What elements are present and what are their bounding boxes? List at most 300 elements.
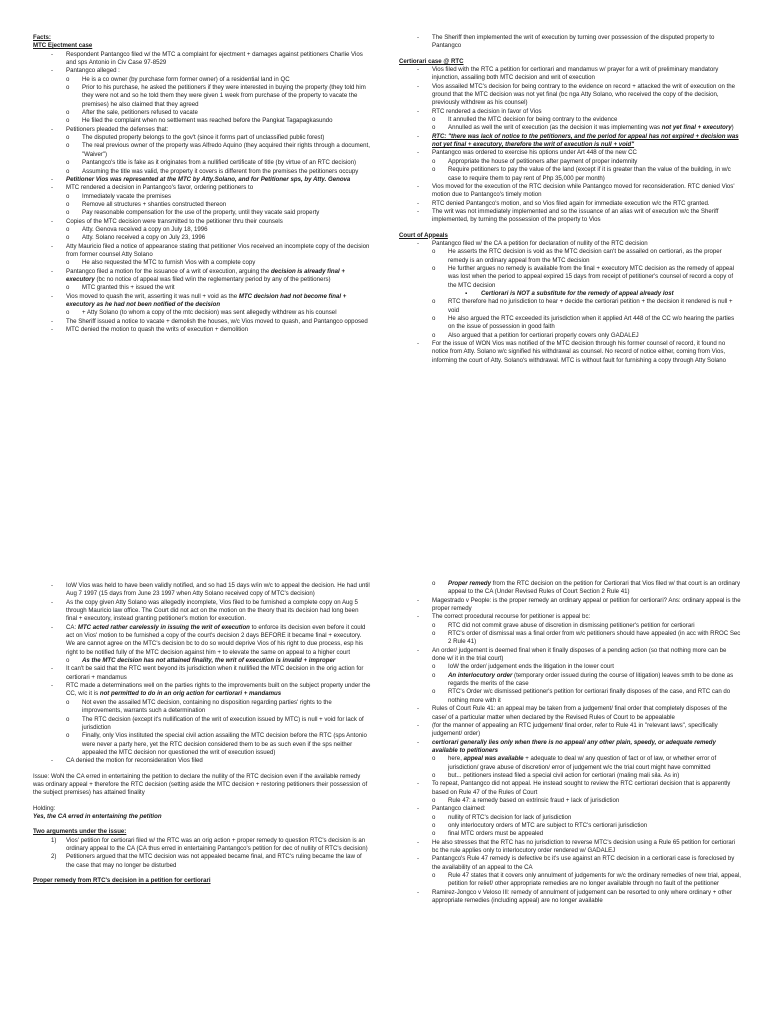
- dash-bullet: -: [51, 326, 54, 334]
- section-heading: MTC Ejectment case: [33, 42, 93, 50]
- bullet-text: Rules of Court Rule 41: an appeal may be taken from a judgement/ final order that completely disposes of the case/ of a particular matter when declared by the Revised Rules of Court to be appealable: [432, 705, 728, 721]
- dash-bullet: -: [51, 665, 54, 673]
- circle-bullet-icon: o: [432, 124, 436, 132]
- bullet-item: [399, 755, 741, 772]
- bullet-text: Pantangco claimed:: [432, 805, 486, 813]
- bullet-item: [399, 780, 741, 797]
- holding-text: Yes, the CA erred in entertaining the petition: [33, 812, 162, 820]
- bullet-item: [399, 290, 741, 298]
- circle-bullet-icon: o: [432, 331, 436, 339]
- spacer: [33, 821, 371, 828]
- indent: [33, 142, 66, 159]
- bullet-item: [399, 332, 741, 340]
- bullet-item: [33, 84, 371, 109]
- spacer: [33, 870, 371, 877]
- dash-bullet: -: [51, 582, 54, 589]
- dash-bullet: -: [417, 596, 420, 604]
- bullet-item: [33, 682, 371, 699]
- bullet-item: [33, 657, 371, 665]
- bullet-item: [33, 76, 371, 84]
- indent: [399, 814, 432, 822]
- bullet-text: Petitioner Vios was represented at the MTC by Atty.Solano, and for Petitioner sps, by Atty. Genova: [66, 175, 351, 183]
- circle-bullet-icon: o: [66, 657, 70, 665]
- bullet-text: RTC rendered a decision in favor of Vios: [432, 107, 542, 115]
- text-run: Pantangco filed a motion for the issuance of a writ of execution, arguing the: [66, 267, 271, 275]
- circle-bullet-icon: o: [66, 732, 70, 740]
- indent: [33, 159, 66, 167]
- circle-bullet-icon: o: [432, 671, 436, 679]
- bullet-text: RTC denied Pantangco's motion, and so Vios filed again for immediate execution w/c the RTC granted.: [432, 199, 710, 207]
- bullet-text: IoW the order/ judgement ends the litigation in the lower court: [448, 663, 614, 671]
- bullet-text: Immediately vacate the premises: [82, 192, 172, 200]
- page-column-top-left: [33, 34, 371, 529]
- circle-bullet-icon: o: [66, 84, 70, 92]
- bullet-item: [33, 757, 371, 765]
- circle-bullet-icon: o: [432, 813, 436, 821]
- bullet-text: He also requested the MTC to furnish Vios with a complete copy: [82, 259, 256, 267]
- bullet-text: He further argues no remedy is available from the final + executory MTC decision as the remedy of appeal was lost when the period to appeal expired 15 days from receipt of petitioner's counsel of record a copy of the MTC decision: [448, 264, 735, 289]
- bullet-text: but... petitioners instead filed a special civil action for certiorari (maling mali sila. As in): [448, 771, 680, 779]
- bullet-text: Appropriate the house of petitioners after payment of proper indemnity: [448, 157, 638, 165]
- bullet-item: [399, 166, 741, 183]
- spacer: [33, 766, 371, 773]
- bullet-item: [33, 284, 371, 292]
- bullet-item: [399, 83, 741, 108]
- bullet-text: He also stresses that the RTC has no jurisdiction to reverse MTC's decision using a Rule 65 petition for certiorari bc the rule applies only to interlocutory order rendered w/ GADALEJ: [432, 838, 736, 854]
- bullet-item: [33, 51, 371, 68]
- dash-bullet: -: [417, 613, 420, 621]
- circle-bullet-icon: o: [66, 167, 70, 175]
- bullet-item: [33, 209, 371, 217]
- bullet-text: RTC did not commit grave abuse of discretion in dismissing petitioner's petition for certiorari: [448, 621, 695, 629]
- bullet-item: [399, 208, 741, 225]
- indent: [399, 688, 432, 705]
- bullet-text: Copies of the MTC decision were transmitted to the petitioner thru their counsels: [66, 217, 283, 225]
- bullet-text: Vios assailed MTC's decision for being contrary to the evidence on record + attacked the writ of execution on the ground that the MTC decision was not yet final (bc nga Atty Solano, who received the copy of the decision, previously withdrew as his counsel): [432, 82, 736, 107]
- indent: [33, 193, 66, 201]
- bullet-item: [399, 814, 741, 822]
- bullet-item: [33, 599, 371, 624]
- bullet-text: [448, 672, 741, 689]
- indent: [399, 315, 432, 332]
- circle-bullet-icon: o: [432, 796, 436, 804]
- bullet-item: [399, 34, 741, 51]
- bullet-item: [399, 855, 741, 872]
- text-run: from the RTC decision on the petition for Certiorari that Vios filed w/ that court is an ordinary appeal to the CA (Under Revised Rules of Court Section 2 Rule 41): [448, 580, 741, 596]
- text-run: CA:: [66, 623, 78, 631]
- indent: [33, 226, 66, 234]
- bullet-text: Vios moved for the execution of the RTC decision while Pantangco moved for reconsideration. RTC denied Vios' motion due to Pantangco's timely motion: [432, 182, 735, 199]
- bullet-text: [66, 624, 371, 657]
- bullet-item: [33, 665, 371, 682]
- dash-bullet: -: [51, 757, 54, 765]
- bullet-item: [399, 705, 741, 722]
- bullet-item: [399, 200, 741, 208]
- bullet-text: Pay reasonable compensation for the use of the property, until they vacate said property: [82, 209, 320, 217]
- indent: [33, 201, 66, 209]
- bullet-text: Pantangco was ordered to exercise his options under Art 448 of the new CC: [432, 149, 637, 157]
- bullet-text: Prior to his purchase, he asked the petitioners if they were interested in buying the property (they told him they were not and so he told them they were given 1 week from purchase of the property to vacate the premises) he also claimed that they agreed: [82, 84, 366, 108]
- section-heading: Court of Appeals: [399, 231, 448, 239]
- bullet-item: [399, 830, 741, 838]
- bullet-item: [399, 630, 741, 647]
- indent: [399, 298, 432, 315]
- dash-bullet: -: [417, 705, 420, 713]
- circle-bullet-icon: o: [432, 166, 436, 174]
- indent: [399, 622, 432, 630]
- section-heading: Two arguments under the issue:: [33, 828, 127, 836]
- bullet-text: Assuming the title was valid, the property it covers is different from the premises the petitioners occupy: [82, 167, 359, 175]
- bullet-item: [33, 243, 371, 260]
- bullet-text: He is a co owner (by purchase form former owner) of a residential land in QC: [82, 75, 290, 83]
- emphasis-text: MTC acted rather carelessly in issuing the writ of execution: [77, 623, 250, 631]
- bullet-text: Pantangco filed w/ the CA a petition for declaration of nullity of the RTC decision: [432, 239, 648, 247]
- indent: [399, 158, 432, 166]
- bullet-item: [399, 133, 741, 150]
- circle-bullet-icon: o: [66, 715, 70, 723]
- dash-bullet: -: [417, 66, 420, 74]
- bullet-text: Remove all structures + shanties constructed thereon: [82, 200, 227, 208]
- bullet-item: [399, 672, 741, 689]
- bullet-text: Magestrado v People: is the proper remedy an ordinary appeal or petition for certiorari? Ans: ordinary appeal is the proper remedy: [432, 596, 741, 613]
- bullet-text: It annulled the MTC decision for being contrary to the evidence: [448, 116, 618, 124]
- circle-bullet-icon: o: [66, 200, 70, 208]
- bullet-text: nullity of RTC's decision for lack of jurisdiction: [448, 813, 572, 821]
- bullet-item: [399, 116, 741, 124]
- bullet-item: [399, 647, 741, 664]
- bullet-text: The Sheriff then implemented the writ of execution by turning over possession of the disputed property to Pantangco: [432, 34, 715, 50]
- bullet-item: [399, 872, 741, 889]
- bullet-item: [399, 772, 741, 780]
- indent: [399, 332, 432, 340]
- spacer: [399, 51, 741, 58]
- indent: [33, 657, 66, 665]
- dash-bullet: -: [51, 175, 54, 183]
- indent: [399, 663, 432, 671]
- bullet-item: [399, 149, 741, 157]
- bullet-text: As the MTC decision has not attained finality, the writ of execution is invalid + improper: [82, 657, 336, 665]
- emphasis-text: appeal was available: [463, 755, 524, 763]
- page-column-bottom-left: [33, 582, 371, 1024]
- bullet-item: [33, 268, 371, 285]
- bullet-text: The disputed property belongs to the gov't (since it forms part of unclassified public forest): [82, 134, 325, 142]
- bullet-item: [399, 613, 741, 621]
- dash-bullet: -: [51, 67, 54, 75]
- bullet-item: [399, 663, 741, 671]
- section-heading: Certiorari case @ RTC: [399, 57, 464, 65]
- emphasis-text: MTC decision had not become final + executory as he had not been notified of the decision: [66, 292, 347, 308]
- bullet-item: [33, 142, 371, 159]
- text-run: (bc no notice of appeal was filed w/in the reglementary period by any of the petitioners): [94, 275, 331, 283]
- circle-bullet-icon: o: [432, 688, 436, 696]
- dash-bullet: -: [417, 340, 420, 348]
- bullet-item: [399, 66, 741, 83]
- bullet-text: Rule 47 states that it covers only annulment of judgements for w/c the ordinary remedies of new trial, appeal, petition for relief/ other appropriate remedies are no longer available through no fault of the petitioner: [448, 872, 741, 888]
- circle-bullet-icon: o: [432, 264, 436, 272]
- bullet-item: [33, 293, 371, 310]
- bullet-text: Certiorari is NOT a substitute for the remedy of appeal already lost: [481, 289, 674, 297]
- bullet-text: It can't be said that the RTC went beyond its jurisdiction when it nullified the MTC decision in the orig action for certiorari + mandamus: [66, 665, 364, 681]
- bullet-item: [399, 108, 741, 116]
- dash-bullet: -: [51, 242, 54, 250]
- paragraph: Holding:: [33, 804, 56, 812]
- bullet-item: [33, 201, 371, 209]
- paragraph: Issue: WoN the CA erred in entertaining the petition to declare the nullity of the RTC decision even if the available remedy was ordinary appeal + therefore the RTC decision (setting aside the MTC decision + restoring petitioners their possession of the subject premises) has attained finality: [33, 772, 368, 797]
- item-text: Petitioners argued that the MTC decision was not appealed became final, and RTC's ruling became the law of the case that may no longer be disturbed: [66, 853, 362, 869]
- bullet-text: He also argued the RTC exceeded its jurisdiction when it applied Art 448 of the CC w/o hearing the parties on the issue of possession in good faith: [448, 315, 735, 331]
- circle-bullet-icon: o: [66, 159, 70, 167]
- circle-bullet-icon: o: [66, 75, 70, 83]
- bullet-item: [33, 732, 371, 757]
- bullet-item: [33, 226, 371, 234]
- bullet-text: [448, 755, 741, 772]
- emphasis-text: not yet final + executory: [661, 124, 732, 132]
- text-run: + adequate to deal w/ any question of fact or of law, or whether error of jurisdiction/ grave abuse of discretion/ error of judgement w/c the trial court might have committed: [448, 755, 717, 771]
- text-run: to enforce its decision even before it could act on Vios' motion to be furnished a copy of the court's decision 2 days BEFORE it became final + executory. We are cannot agree on the MTC's decision bc to do so would deprive Vios of his right to due process, esp his right to be notified fully of the MTC decision against him + to elevate the same on appeal to a higher court: [66, 623, 366, 656]
- bullet-item: [33, 624, 371, 657]
- bullet-item: [399, 797, 741, 805]
- item-text: Vios' petition for certiorari filed w/ the RTC was an orig action + proper remedy to question RTC's decision is an ordinary appeal to the CA (CA thus erred in entertaining Pantangco's petition for dec of nullity of RTC's decision): [66, 836, 368, 852]
- emphasis-text: An interlocutory order: [448, 671, 513, 679]
- text-run: ): [731, 124, 734, 132]
- spacer: [33, 798, 371, 805]
- bullet-text: Pantangco's title is fake as it originates from a nullified certificate of title (by virtue of an RTC decision): [82, 159, 357, 167]
- dash-bullet: -: [51, 50, 54, 58]
- text-run: Annulled as well the writ of execution (as the decision it was implementing was: [448, 124, 662, 132]
- circle-bullet-icon: o: [66, 234, 70, 242]
- section-heading: Proper remedy from RTC's decision in a petition for certiorari: [33, 877, 211, 884]
- bullet-item: [33, 582, 371, 599]
- bullet-text: The writ was not immediately implemented and so the issuance of an alias writ of execution w/c the Sheriff implemented, by turning the possession of the property to Vios: [432, 207, 719, 224]
- dash-bullet: -: [417, 738, 420, 746]
- indent: [399, 580, 432, 597]
- bullet-item: [399, 580, 741, 597]
- bullet-item: [399, 722, 741, 739]
- bullet-text: + Atty Solano (to whom a copy of the mtc decision) was sent allegedly withdrew as his counsel: [82, 309, 337, 317]
- circle-bullet-icon: o: [66, 109, 70, 117]
- bullet-text: Pantangco alleged :: [66, 67, 120, 75]
- dash-bullet: -: [417, 207, 420, 215]
- bullet-text: CA denied the motion for reconsideration Vios filed: [66, 757, 203, 765]
- bullet-item: [33, 318, 371, 326]
- bullet-text: Pantangco's Rule 47 remedy is defective bc it's use against an RTC decision in a certiorari case is foreclosed by the availability of an appeal to the CA: [432, 855, 735, 871]
- bullet-item: [33, 67, 371, 75]
- indent: [33, 84, 66, 109]
- indent: [33, 234, 66, 242]
- circle-bullet-icon: o: [66, 117, 70, 125]
- circle-bullet-icon: o: [432, 821, 436, 829]
- bullet-text: certiorari generally lies only when there is no appeal/ any other plain, speedy, or adequate remedy available to petitioners: [432, 738, 716, 754]
- dash-bullet: -: [417, 34, 420, 41]
- bullet-item: [399, 839, 741, 856]
- bullet-text: Also argued that a petition for certiorari properly covers only GADALEJ: [448, 331, 639, 339]
- indent: [33, 699, 66, 716]
- dash-bullet: -: [417, 838, 420, 846]
- indent: [399, 124, 432, 132]
- circle-bullet-icon: o: [66, 698, 70, 706]
- bullet-item: [399, 340, 741, 365]
- indent: [399, 872, 432, 889]
- indent: [399, 797, 432, 805]
- bullet-item: [399, 248, 741, 265]
- bullet-item: [399, 688, 741, 705]
- bullet-item: [33, 109, 371, 117]
- circle-bullet-icon: o: [66, 259, 70, 267]
- circle-bullet-icon: o: [66, 209, 70, 217]
- circle-bullet-icon: o: [432, 580, 436, 587]
- indent: [33, 716, 66, 733]
- bullet-item: [399, 265, 741, 290]
- circle-bullet-icon: o: [432, 755, 436, 763]
- bullet-text: IoW Vios was held to have been validly notified, and so had 15 days w/in w/c to appeal the decision. He had until Aug 7 1997 (15 days from June 23 1997 when Atty Solano received copy of MTC's decision): [66, 582, 370, 598]
- dash-bullet: -: [51, 598, 54, 606]
- dash-bullet: -: [417, 805, 420, 813]
- dash-bullet: -: [417, 239, 420, 247]
- item-number: 2): [51, 853, 57, 861]
- bullet-item: [33, 176, 371, 184]
- text-run: RTC made a determinations well on the parties rights to the improvements built on the subject property under the CC, w/c it is: [66, 682, 371, 698]
- circle-bullet-icon: o: [66, 192, 70, 200]
- indent: [399, 166, 432, 183]
- square-bullet-icon: ▪: [465, 289, 468, 297]
- dash-bullet: -: [417, 107, 420, 115]
- bullet-item: [399, 597, 741, 614]
- bullet-item: [33, 126, 371, 134]
- dash-bullet: -: [417, 132, 420, 140]
- bullet-text: MTC granted this + issued the writ: [82, 284, 175, 292]
- item-number: 1): [51, 836, 57, 844]
- bullet-item: [33, 117, 371, 125]
- bullet-item: [33, 184, 371, 192]
- dash-bullet: -: [417, 82, 420, 90]
- bullet-text: Atty. Solano received a copy on July 23, 1996: [82, 234, 206, 242]
- dash-bullet: -: [51, 292, 54, 300]
- section-heading: Facts:: [33, 34, 51, 41]
- bullet-text: [66, 682, 371, 699]
- bullet-text: He filed the complaint when no settlement was reached before the Pangkat Tagapagkasundo: [82, 117, 333, 125]
- bullet-item: [33, 193, 371, 201]
- bullet-text: Finally, only Vios instituted the special civil action assailing the MTC decision before the RTC (sps Antonio were never a party here, yet the RTC decision considered them to be as such even if the sps neither appealed the MTC decision nor questioned the writ of execution issued): [82, 732, 367, 756]
- indent: [399, 630, 432, 647]
- bullet-text: Respondent Pantangco filed w/ the MTC a complaint for ejectment + damages against petitioners Charlie Vios and sps Antonio in Civ Case 97-8529: [66, 50, 363, 67]
- text-run: (temporary order issued during the course of litigation) leaves smth to be done as regards the merits of the case: [448, 671, 734, 688]
- bullet-text: RTC: "there was lack of notice to the petitioners, and the period for appeal has not expired + decision was not yet final + executory, therefore the writ of execution is null + void": [432, 132, 739, 149]
- dash-bullet: -: [417, 199, 420, 207]
- circle-bullet-icon: o: [66, 309, 70, 317]
- bullet-text: [66, 268, 371, 285]
- dash-bullet: -: [51, 125, 54, 133]
- bullet-text: [448, 580, 741, 597]
- dash-bullet: -: [51, 184, 54, 192]
- dash-bullet: -: [417, 780, 420, 788]
- bullet-item: [33, 326, 371, 334]
- bullet-item: [399, 739, 741, 756]
- emphasis-text: decision is already final + executory: [66, 267, 345, 283]
- dash-bullet: -: [417, 149, 420, 157]
- bullet-item: [33, 259, 371, 267]
- indent: [399, 830, 432, 838]
- circle-bullet-icon: o: [432, 663, 436, 671]
- bullet-item: [399, 298, 741, 315]
- indent: [33, 284, 66, 292]
- spacer: [399, 225, 741, 232]
- bullet-text: Rule 47: a remedy based on extrinsic fraud + lack of jurisdiction: [448, 796, 620, 804]
- circle-bullet-icon: o: [432, 872, 436, 880]
- bullet-text: Atty. Genova received a copy on July 18, 1996: [82, 225, 208, 233]
- bullet-text: Vios filed with the RTC a petition for certiorari and mandamus w/ prayer for a writ of preliminary mandatory injunction, assailing both MTC decision and writ of execution: [432, 66, 719, 82]
- bullet-text: As the copy given Atty Solano was allegedly incomplete, Vios filed to be furnished a complete copy on Aug 5 through Mauricio law office. The Court did not act on the motion on the theory that its decision had long been final + executory, instead granting petitioner's motion for execution.: [66, 598, 359, 623]
- indent: [33, 168, 66, 176]
- bullet-text: Require petitioners to pay the value of the land (except if it is greater than the value of the building, in w/c case to require them to pay rent of Php 35,000 per month): [448, 166, 731, 182]
- bullet-item: [399, 315, 741, 332]
- indent: [33, 259, 66, 267]
- circle-bullet-icon: o: [432, 630, 436, 638]
- bullet-item: [399, 124, 741, 132]
- numbered-item: [33, 837, 371, 854]
- dash-bullet: -: [51, 623, 54, 631]
- bullet-item: [399, 183, 741, 200]
- circle-bullet-icon: o: [432, 771, 436, 779]
- bullet-text: Not even the assailed MTC decision, containing no disposition regarding parties' rights to the improvements, warrants such a determination: [82, 698, 332, 715]
- circle-bullet-icon: o: [432, 830, 436, 838]
- circle-bullet-icon: o: [432, 298, 436, 306]
- indent: [33, 76, 66, 84]
- indent: [399, 290, 465, 298]
- indent: [33, 732, 66, 757]
- circle-bullet-icon: o: [432, 116, 436, 124]
- indent: [399, 772, 432, 780]
- bullet-text: Atty Mauricio filed a notice of appearance stating that petitioner Vios received an incomplete copy of the decision from former counsel Atty Solano: [66, 242, 370, 258]
- circle-bullet-icon: o: [432, 248, 436, 256]
- bullet-text: [66, 293, 371, 310]
- emphasis-text: not permitted to do in an orig action for certiorari + mandamus: [99, 690, 282, 698]
- page-column-bottom-right: [399, 580, 741, 1024]
- bullet-item: [399, 240, 741, 248]
- bullet-item: [33, 168, 371, 176]
- bullet-text: The Sheriff issued a notice to vacate + demolish the houses, w/c Vios moved to quash, and Pantangco opposed: [66, 317, 368, 325]
- bullet-text: The correct procedural recourse for petitioner is appeal bc:: [432, 613, 591, 621]
- bullet-text: [448, 124, 741, 132]
- dash-bullet: -: [51, 682, 54, 690]
- text-run: here,: [448, 755, 464, 763]
- bullet-item: [33, 699, 371, 716]
- bullet-item: [33, 716, 371, 733]
- circle-bullet-icon: o: [432, 157, 436, 165]
- bullet-text: He asserts the RTC decision is void as the MTC decision can't be assailed on certiorari, as the proper remedy is an ordinary appeal from the MTC decision: [448, 248, 722, 264]
- bullet-text: The RTC decision (except it's nullification of the writ of execution issued by MTC) is null + void for lack of jurisdiction: [82, 715, 364, 731]
- bullet-item: [399, 158, 741, 166]
- dash-bullet: -: [51, 317, 54, 325]
- numbered-item: [33, 853, 371, 870]
- dash-bullet: -: [417, 646, 420, 654]
- bullet-text: An order/ judgement is deemed final when it finally disposes of a pending action (so that nothing more can be done w/ it in the trial court): [432, 646, 727, 663]
- bullet-item: [399, 622, 741, 630]
- circle-bullet-icon: o: [66, 225, 70, 233]
- dash-bullet: -: [417, 855, 420, 863]
- indent: [399, 116, 432, 124]
- bullet-text: only interlocutory orders of MTC are subject to RTC's certiorari jurisdiction: [448, 821, 648, 829]
- indent: [399, 672, 432, 689]
- emphasis-text: Proper remedy: [448, 580, 492, 587]
- dash-bullet: -: [417, 182, 420, 190]
- bullet-text: MTC denied the motion to quash the writs of execution + demolition: [66, 326, 249, 334]
- indent: [33, 117, 66, 125]
- dash-bullet: -: [51, 217, 54, 225]
- circle-bullet-icon: o: [432, 315, 436, 322]
- bullet-text: MTC rendered a decision in Pantangco's favor, ordering petitioners to: [66, 184, 254, 192]
- bullet-item: [33, 309, 371, 317]
- indent: [399, 248, 432, 265]
